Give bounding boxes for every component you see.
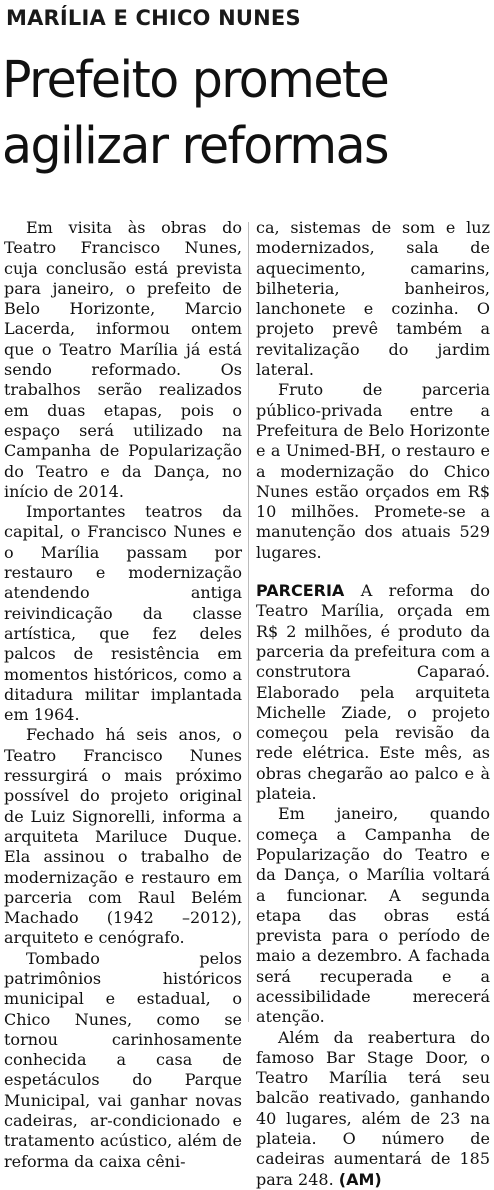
article-column-right <box>256 218 490 1190</box>
paragraph: ca, sistemas de som e luz modernizados, sala de aquecimento, camarins, bilheteria, banheiros, lanchonete e cozinha. O projeto prevê também a revitalização do jardim lateral. <box>256 218 490 380</box>
paragraph <box>256 581 490 804</box>
paragraph: Em janeiro, quando começa a Campanha de Popularização do Teatro e da Dança, o Marília voltará a funcionar. A segunda etapa das obras está prevista para o período de maio a dezembro. A fachada será recuperada e a acessibilidade merecerá atenção. <box>256 804 490 1027</box>
section-label: PARCERIA <box>256 581 345 601</box>
kicker: MARÍLIA E CHICO NUNES <box>6 6 301 30</box>
headline: Prefeito promete agilizar reformas <box>2 51 389 176</box>
author-signature: (AM) <box>338 1169 382 1189</box>
paragraph: Fruto de parceria público-privada entre a Prefeitura de Belo Horizonte e a Unimed-BH, o restauro e a modernização do Chico Nunes estão orçados em R$ 10 milhões. Promete-se a manutenção dos atuais 529 lugares. <box>256 380 490 562</box>
paragraph-text: Além da reabertura do famoso Bar Stage Door, o Teatro Marília terá seu balcão reativado, ganhando 40 lugares, além de 23 na plateia. O número de cadeiras aumentará de 185 para 248. <box>256 1027 490 1189</box>
paragraph: Em visita às obras do Teatro Francisco Nunes, cuja conclusão está prevista para janeiro, o prefeito de Belo Horizonte, Marcio Lacerda, informou ontem que o Teatro Marília já está sendo reformado. Os trabalhos serão realizados em duas etapas, pois o espaço será utilizado na Campanha de Popularização do Teatro e da Dança, no início de 2014. <box>4 218 242 501</box>
article-column-left <box>4 218 242 1172</box>
paragraph <box>256 1028 490 1190</box>
paragraph: Fechado há seis anos, o Teatro Francisco Nunes ressurgirá o mais próximo possível do projeto original de Luiz Signorelli, informa a arquiteta Marilucе Duque. Ela assinou o trabalho de modernização e restauro em parceria com Raul Belém Machado (1942 –2012), arquiteto e cenógrafo. <box>4 725 242 948</box>
paragraph: Importantes teatros da capital, o Francisco Nunes e o Marília passam por restauro e modernização atendendo antiga reivindicação da classe artística, que fez deles palcos de resistência em momentos históricos, como a ditadura militar implantada em 1964. <box>4 502 242 725</box>
column-divider <box>248 222 249 1022</box>
paragraph: Tombado pelos patrimônios históricos municipal e estadual, o Chico Nunes, como se tornou carinhosamente conhecida a casa de espetáculos do Parque Municipal, vai ganhar novas cadeiras, ar-condicionado e tratamento acústico, além de reforma da caixa cêni- <box>4 948 242 1171</box>
paragraph-text: A reforma do Teatro Marília, orçada em R$ 2 milhões, é produto da parceria da prefeitura com a construtora Caparaó. Elaborado pela arquiteta Michelle Ziade, o projeto começou pela revisão da rede elétrica. Este mês, as obras chegarão ao palco e à plateia. <box>256 581 490 804</box>
